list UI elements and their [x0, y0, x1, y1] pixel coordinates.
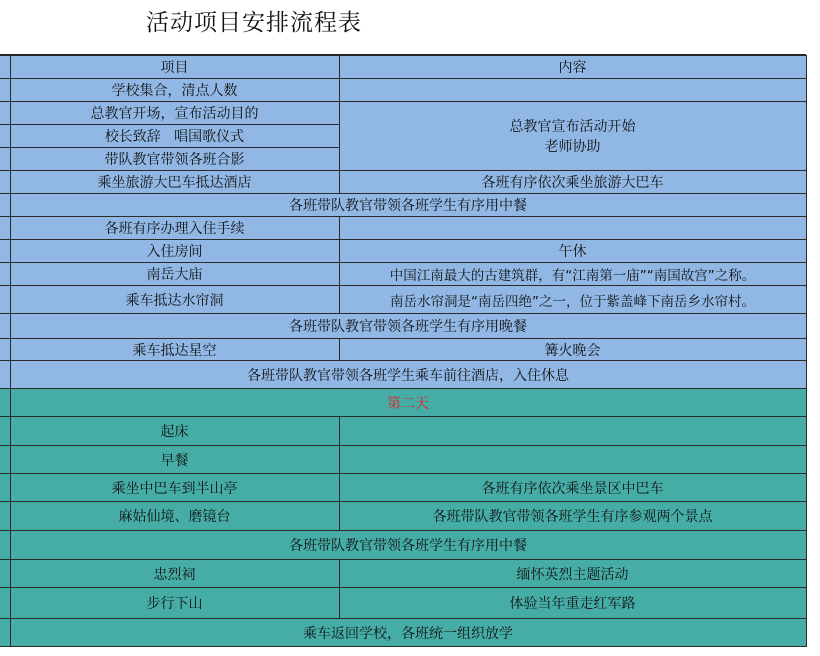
project-cell: 总教官开场，宣布活动目的 — [10, 102, 339, 125]
table-row — [0, 588, 806, 619]
row-gutter — [0, 148, 10, 171]
row-gutter — [0, 619, 10, 647]
row-gutter — [0, 389, 10, 417]
project-cell: 步行下山 — [10, 588, 339, 619]
table-row — [0, 240, 806, 263]
schedule-sheet — [0, 54, 806, 647]
table-row — [0, 263, 806, 286]
table-row — [0, 314, 806, 339]
row-gutter — [0, 263, 10, 286]
table-row — [0, 217, 806, 240]
table-row — [0, 286, 806, 314]
table-row — [0, 417, 806, 446]
merged-row-cell: 各班带队教官带领各班学生乘车前往酒店，入住休息 — [10, 361, 806, 389]
page-title: 活动项目安排流程表 — [146, 10, 362, 36]
project-cell: 乘坐旅游大巴车抵达酒店 — [10, 171, 339, 194]
content-cell: 各班带队教官带领各班学生有序参观两个景点 — [339, 502, 806, 531]
day-label: 第二天 — [10, 389, 806, 417]
project-cell: 校长致辞 唱国歌仪式 — [10, 125, 339, 148]
table-row — [0, 194, 806, 217]
content-cell — [339, 217, 806, 240]
project-cell: 忠烈祠 — [10, 560, 339, 588]
content-cell: 各班有序依次乘坐景区中巴车 — [339, 474, 806, 502]
table-row — [0, 531, 806, 560]
row-gutter — [0, 286, 10, 314]
day-header-row — [0, 389, 806, 417]
content-cell: 南岳水帘洞是“南岳四绝”之一，位于紫盖峰下南岳乡水帘村。 — [339, 286, 806, 314]
table-row — [0, 102, 806, 125]
table-row — [0, 446, 806, 474]
project-cell: 带队教官带领各班合影 — [10, 148, 339, 171]
project-cell: 南岳大庙 — [10, 263, 339, 286]
merged-row-cell: 各班带队教官带领各班学生有序用中餐 — [10, 194, 806, 217]
project-cell: 乘车抵达星空 — [10, 339, 339, 361]
content-cell: 午休 — [339, 240, 806, 263]
table-row — [0, 474, 806, 502]
row-gutter — [0, 102, 10, 125]
row-gutter — [0, 502, 10, 531]
merged-row-cell: 各班带队教官带领各班学生有序用中餐 — [10, 531, 806, 560]
merged-row-cell: 乘车返回学校，各班统一组织放学 — [10, 619, 806, 647]
content-line: 老师协助 — [544, 139, 601, 155]
row-gutter — [0, 339, 10, 361]
project-cell: 早餐 — [10, 446, 339, 474]
row-gutter — [0, 417, 10, 446]
project-cell: 入住房间 — [10, 240, 339, 263]
project-cell: 乘车抵达水帘洞 — [10, 286, 339, 314]
header-project: 项目 — [10, 56, 339, 79]
table-row — [0, 502, 806, 531]
content-cell: 篝火晚会 — [339, 339, 806, 361]
header-content: 内容 — [339, 56, 806, 79]
content-cell: 缅怀英烈主题活动 — [339, 560, 806, 588]
content-cell — [339, 446, 806, 474]
project-cell: 乘坐中巴车到半山亭 — [10, 474, 339, 502]
row-gutter — [0, 240, 10, 263]
project-cell: 学校集合，清点人数 — [10, 79, 339, 102]
merged-row-cell: 各班带队教官带领各班学生有序用晚餐 — [10, 314, 806, 339]
row-gutter — [0, 125, 10, 148]
row-gutter — [0, 217, 10, 240]
table-row — [0, 171, 806, 194]
content-cell: 体验当年重走红军路 — [339, 588, 806, 619]
content-cell: 各班有序依次乘坐旅游大巴车 — [339, 171, 806, 194]
row-gutter — [0, 314, 10, 339]
project-cell: 起床 — [10, 417, 339, 446]
table-row — [0, 361, 806, 389]
schedule-table — [0, 55, 807, 647]
table-row — [0, 79, 806, 102]
table-row — [0, 339, 806, 361]
content-line: 总教官宣布活动开始 — [509, 119, 636, 135]
project-cell: 麻姑仙境、磨镜台 — [10, 502, 339, 531]
row-gutter — [0, 79, 10, 102]
row-gutter — [0, 194, 10, 217]
row-gutter — [0, 474, 10, 502]
table-row — [0, 619, 806, 647]
project-cell: 各班有序办理入住手续 — [10, 217, 339, 240]
content-cell — [339, 79, 806, 102]
row-gutter — [0, 531, 10, 560]
row-gutter — [0, 56, 10, 79]
content-cell — [339, 417, 806, 446]
merged-content-cell — [339, 102, 806, 171]
content-cell: 中国江南最大的古建筑群，有“江南第一庙”“南国故宫”之称。 — [339, 263, 806, 286]
row-gutter — [0, 560, 10, 588]
row-gutter — [0, 446, 10, 474]
row-gutter — [0, 361, 10, 389]
row-gutter — [0, 171, 10, 194]
table-row — [0, 560, 806, 588]
header-row — [0, 56, 806, 79]
row-gutter — [0, 588, 10, 619]
